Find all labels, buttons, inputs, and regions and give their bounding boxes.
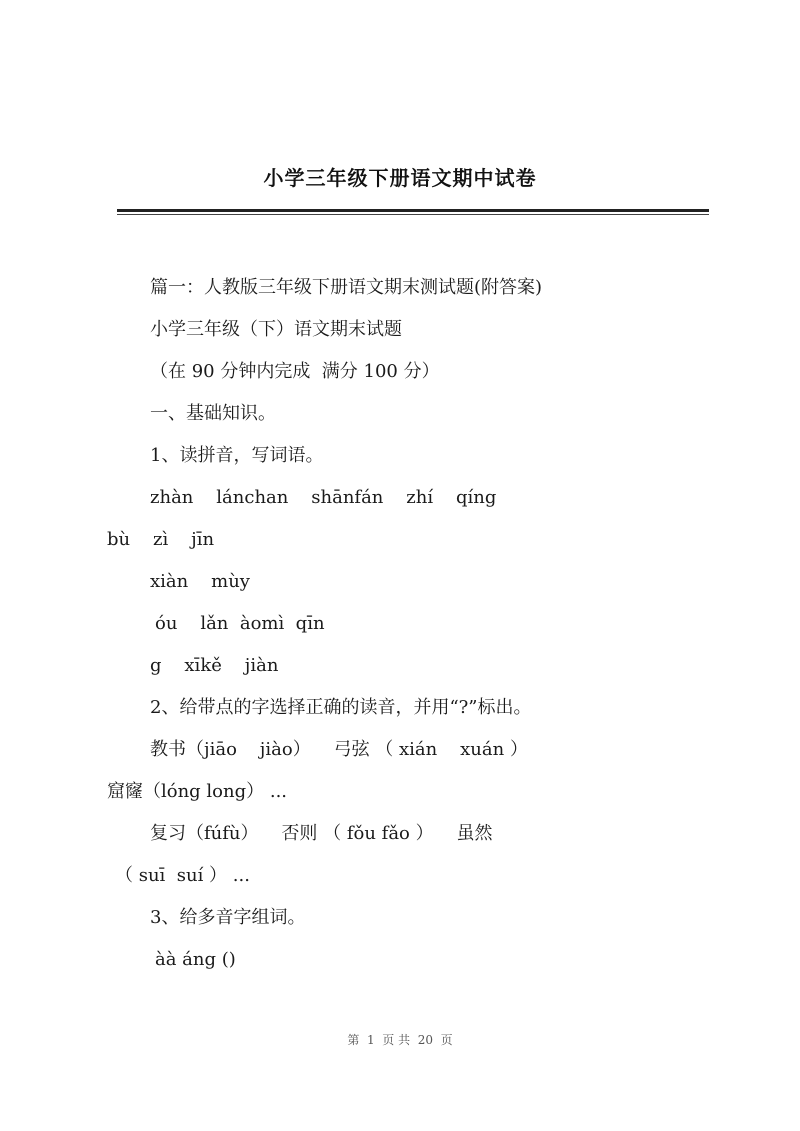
- question-2-row-3: 复习（fúfù） 否则 （ fǒu fǎo ） 虽然: [150, 823, 493, 844]
- question-2-row-2: 窟窿（lóng long） ...: [107, 781, 288, 802]
- document-title: 小学三年级下册语文期中试卷: [263, 166, 537, 190]
- part-one-heading: 一、基础知识。: [150, 403, 276, 424]
- question-2-heading: 2、给带点的字选择正确的读音，并用“?”标出。: [150, 697, 532, 718]
- page-number-footer: 第 1 页 共 20 页: [347, 1033, 453, 1047]
- pinyin-row-5: g xīkě jiàn: [150, 655, 279, 676]
- exam-subtitle-line: 小学三年级（下）语文期末试题: [150, 319, 402, 340]
- question-2-row-4: （ suī suí ） ...: [115, 865, 250, 886]
- pinyin-row-2: bù zì jīn: [107, 529, 215, 550]
- pinyin-row-1: zhàn lánchan shānfán zhí qíng: [150, 487, 497, 508]
- question-3-row-1: àà áng (): [155, 949, 236, 970]
- title-underline-thick: [117, 209, 709, 212]
- title-underline-thin: [117, 214, 709, 215]
- question-2-row-1: 教书（jiāo jiào） 弓弦 （ xián xuán ）: [150, 739, 528, 760]
- exam-instructions-line: （在 90 分钟内完成 满分 100 分）: [150, 361, 440, 382]
- pinyin-row-4: óu lǎn àomì qīn: [155, 613, 325, 634]
- pinyin-row-3: xiàn mùy: [150, 571, 250, 592]
- question-3-heading: 3、给多音字组词。: [150, 907, 306, 928]
- section-heading-line: 篇一：人教版三年级下册语文期末测试题(附答案): [150, 277, 543, 298]
- question-1-heading: 1、读拼音，写词语。: [150, 445, 324, 466]
